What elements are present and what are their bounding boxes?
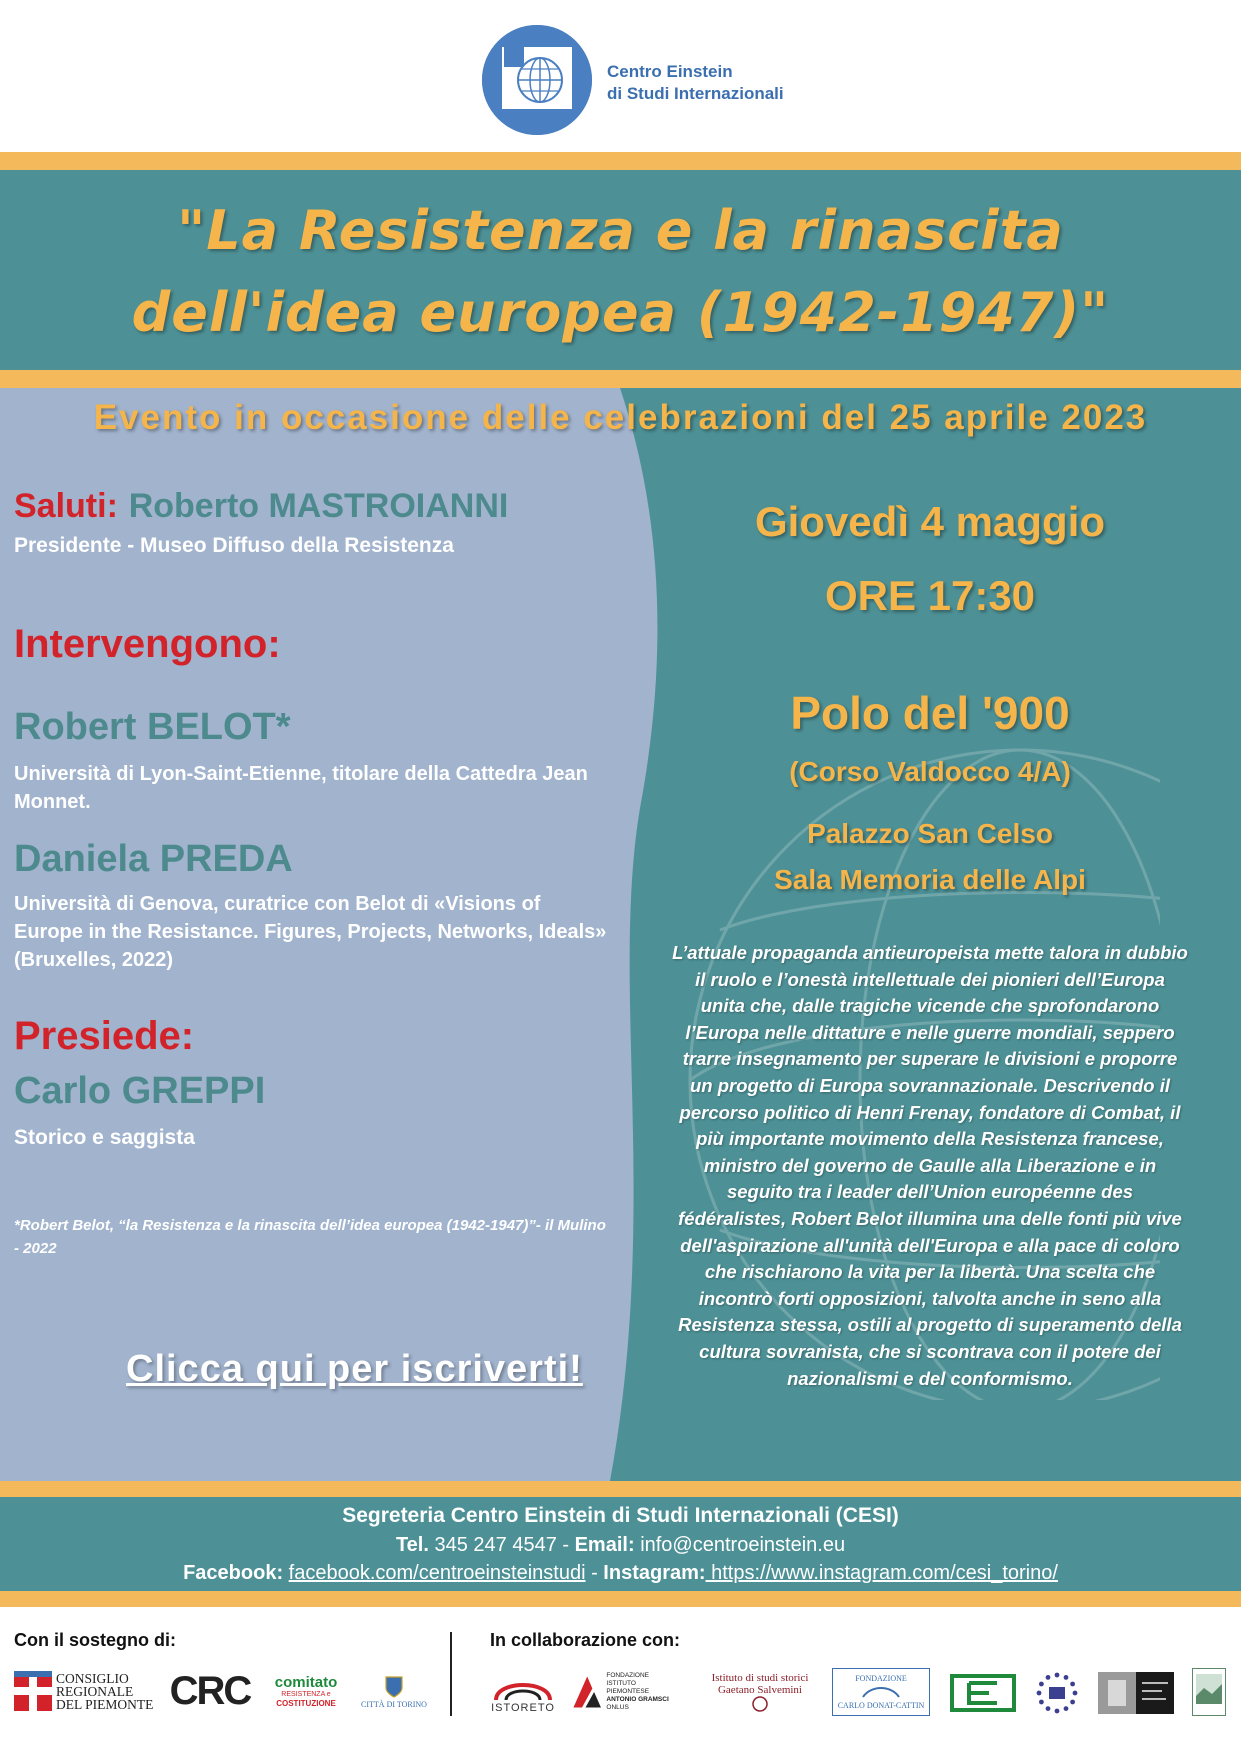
top-stripe [0,152,1241,170]
event-description: L’attuale propaganda antieuropeista mette talora in dubbio il ruolo e l’onestà intellettuale dei pionieri dell’Europa unita che, dalle tragiche vicende che sprofondarono l’Europa nelle dittature e nelle guerre mondiali, seppero trarre insegnamento per superare le divisioni e proporre un progetto di Europa sovrannazionale. Descrivendo il percorso politico di Henri Frenay, fondatore di Combat, il più importante movimento della Resistenza francese, ministro del governo de Gaulle alla Liberazione e in seguito tra i leader dell’Union européenne des fédéralistes, Robert Belot illumina una delle fonti più vive dell'aspirazione all'unità dell'Europa e alla pace di coloro che rischiarono la vita per la libertà. Una scelta che incontrò forti opposizioni, talvolta anche in seno alla Resistenza stessa, ostili al progetto di superamento della cultura sovranista, che si scontrava con il potere dei nazionalismi e del conformismo. [672,942,1188,1389]
saluti-label: Saluti: [14,487,118,525]
title-bottom-stripe [0,370,1241,388]
comitato-line-3: COSTITUZIONE [276,1698,336,1708]
presiede-heading: Presiede: [14,1014,195,1058]
header-logo [482,25,792,137]
logo-line-2: di Studi Internazionali [607,84,784,103]
event-subtitle: Evento in occasione delle celebrazioni del 25 aprile 2023 [93,398,1148,437]
event-time: ORE 17:30 [824,572,1036,619]
eu-stars-icon [1035,1671,1079,1715]
consiglio-line-3: DEL PIEMONTE [56,1696,154,1712]
donat-cattin-bird-icon [861,1683,901,1701]
intervengono-heading: Intervengono: [14,622,281,666]
donat-cattin-line-2: CARLO DONAT-CATTIN [837,1701,925,1710]
event-venue: Polo del '900 [790,687,1070,739]
comitato-resistenza-logo [264,1670,348,1712]
istoreto-arch-icon [492,1670,554,1702]
tel-label: Tel. [395,1534,429,1556]
signup-link[interactable]: Clicca qui per iscriverti! [126,1348,583,1390]
istoreto-text: ISTORETO [491,1702,555,1714]
speaker-2-role: Università di Genova, curatrice con Belot di «Visions of Europe in the Resistance. Figures, Projects, Networks, Ideals» (Bruxelles, 2022) [14,893,607,971]
social-line [0,1562,1241,1585]
citta-torino-text: CITTÀ DI TORINO [361,1699,427,1709]
consiglio-line-2: REGIONALE [56,1683,134,1699]
footer-top-stripe [0,1481,1241,1497]
saluti-heading [14,486,508,526]
salvemini-line-1: Istituto di studi storici [711,1672,809,1684]
speaker-1-name: Robert BELOT* [14,706,291,748]
donat-cattin-logo [832,1668,930,1716]
contact-line [0,1534,1241,1557]
instagram-link[interactable]: https://www.instagram.com/cesi_torino/ [705,1562,1058,1584]
sponsor-divider [450,1632,452,1716]
salvemini-logo [700,1666,820,1718]
logo-text [607,61,784,105]
salvemini-line-2: Gaetano Salvemini [717,1684,802,1696]
instagram-label: Instagram: [603,1562,706,1584]
crc-logo: CRC [169,1668,251,1713]
comitato-line-2: RESISTENZA e [281,1690,331,1698]
gramsci-line-1: FONDAZIONE [606,1672,650,1679]
chair-name: Carlo GREPPI [14,1070,266,1112]
chair-role: Storico e saggista [14,1126,195,1149]
social-separator: - [585,1562,604,1584]
event-address: (Corso Valdocco 4/A) [789,756,1071,787]
donat-cattin-line-1: FONDAZIONE [855,1674,907,1683]
consiglio-line-1: CONSIGLIO [56,1670,129,1686]
page-title: "La Resistenza e la rinascita dell'idea europea (1942-1947)" [131,199,1110,344]
email-value[interactable]: info@centroeinstein.eu [640,1534,846,1556]
speaker-2-name: Daniela PREDA [14,838,293,880]
collaboration-label: In collaborazione con: [490,1630,681,1650]
gramsci-line-3: ANTONIO GRAMSCI [606,1696,669,1703]
consiglio-regionale-logo [14,1668,154,1714]
saluti-role: Presidente - Museo Diffuso della Resistenza [14,534,454,557]
footer-bottom-stripe [0,1591,1241,1607]
facebook-label: Facebook: [183,1562,284,1584]
support-label: Con il sostegno di: [14,1630,176,1650]
speaker-1-role: Università di Lyon-Saint-Etienne, titolare della Cattedra Jean Monnet. [14,763,588,813]
secretariat-title: Segreteria Centro Einstein di Studi Internazionali (CESI) [342,1504,899,1527]
facebook-link[interactable]: facebook.com/centroeinsteinstudi [288,1562,586,1584]
landscape-partner-icon [1194,1670,1224,1714]
green-e-logo [950,1674,1016,1712]
green-e-icon [963,1681,1003,1705]
torino-crest-icon [385,1676,403,1698]
citta-torino-logo [354,1668,434,1716]
aede-logo [1034,1670,1080,1716]
grey-partner-icon [1098,1672,1174,1714]
comitato-line-1: comitato [274,1673,338,1691]
event-room: Sala Memoria delle Alpi [774,864,1086,895]
gramsci-mark-icon [570,1670,604,1714]
book-footnote: *Robert Belot, “la Resistenza e la rinascita dell’idea europea (1942-1947)”- il Mulino - 2022 [14,1217,606,1257]
gramsci-line-4: ONLUS [606,1704,629,1711]
saluti-name: Roberto MASTROIANNI [128,487,509,525]
salvemini-emblem-icon [750,1696,770,1712]
tel-value[interactable]: 345 247 4547 [434,1534,557,1556]
grey-partner-logo [1098,1672,1174,1714]
piemonte-shield-icon [14,1671,52,1711]
contact-separator: - [556,1534,575,1556]
istoreto-logo [488,1666,558,1718]
email-label: Email: [574,1534,635,1556]
event-building: Palazzo San Celso [807,818,1053,849]
event-date: Giovedì 4 maggio [754,498,1106,545]
gramsci-line-2: ISTITUTO PIEMONTESE [606,1680,650,1695]
logo-emblem-icon [482,25,592,135]
landscape-partner-logo [1192,1668,1226,1716]
logo-line-1: Centro Einstein [607,62,733,81]
gramsci-logo [570,1666,670,1718]
